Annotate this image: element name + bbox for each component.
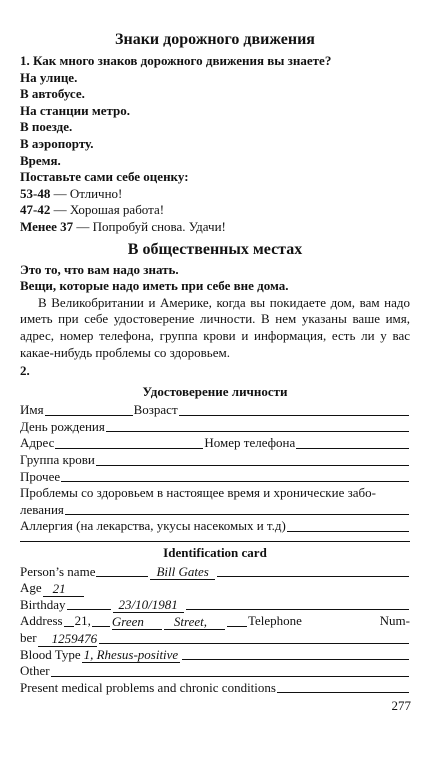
place-item: На станции метро. xyxy=(20,102,131,118)
section-subtitle: Это то, что вам надо знать. xyxy=(20,261,179,277)
blood-value[interactable]: 1, Rhesus-positive xyxy=(83,647,179,663)
form-row-name xyxy=(20,402,410,419)
page-title: Знаки дорожного движения xyxy=(115,31,315,48)
other-field[interactable] xyxy=(61,469,409,482)
phone-value[interactable]: 1259476 xyxy=(38,631,98,647)
field-label: Номер телефона xyxy=(204,435,296,451)
field-label: Blood Type xyxy=(20,646,81,662)
field-label: Группа крови xyxy=(20,452,95,468)
field-label: Age xyxy=(20,580,42,596)
form-row-blood xyxy=(20,452,410,469)
page-number: 277 xyxy=(391,698,411,713)
score-range: 53-48 xyxy=(20,185,51,201)
score-line xyxy=(20,219,410,236)
score-line xyxy=(20,202,410,219)
form-row-other-en xyxy=(20,663,410,680)
blank xyxy=(67,597,111,610)
name-field[interactable] xyxy=(45,403,133,416)
score-range: Менее 37 xyxy=(20,218,74,234)
form-row-other xyxy=(20,469,410,486)
field-label: Address xyxy=(20,613,63,629)
quiz-question: 1. Как много знаков дорожного движения вы знаете? xyxy=(20,53,332,68)
form-row-problems: Проблемы со здоровьем в настоящее время и хронические забо- xyxy=(20,485,376,501)
section-title: В общественных местах xyxy=(127,240,303,258)
phone-field[interactable] xyxy=(296,436,409,449)
score-text: — Хорошая работа! xyxy=(50,202,165,218)
score-text: — Попробуй снова. Удачи! xyxy=(73,218,226,234)
name-value[interactable]: Bill Gates xyxy=(150,564,214,580)
address-value[interactable]: Green xyxy=(112,614,162,630)
address-number: 21, xyxy=(74,613,91,629)
birthday-value[interactable]: 23/10/1981 xyxy=(113,597,184,613)
id-card-en-title: Identification card xyxy=(163,545,267,561)
address-value[interactable]: Street, xyxy=(164,614,225,630)
place-item: Время. xyxy=(20,152,61,168)
problems-field[interactable] xyxy=(277,680,409,693)
blood-field[interactable] xyxy=(96,453,409,466)
form-row-address xyxy=(20,435,410,452)
field-label: Имя xyxy=(20,402,44,418)
field-label: Возраст xyxy=(133,402,178,418)
divider xyxy=(20,541,410,542)
blank xyxy=(96,564,148,577)
form-row-problems-en xyxy=(20,680,410,697)
problems-field[interactable] xyxy=(65,502,409,515)
field-label: Адрес xyxy=(20,435,55,451)
form-row-blood-en xyxy=(20,647,410,664)
phone-field[interactable] xyxy=(99,631,409,644)
other-field[interactable] xyxy=(51,664,409,677)
field-label: Other xyxy=(20,663,50,679)
score-range: 47-42 xyxy=(20,202,51,218)
field-label: Прочее xyxy=(20,468,61,484)
form-row-birthday-en xyxy=(20,597,410,614)
field-label: Birthday xyxy=(20,596,66,612)
place-item: В автобусе. xyxy=(20,86,85,102)
age-field[interactable] xyxy=(179,403,409,416)
place-item: В поезде. xyxy=(20,119,73,135)
form-row-problems-cont xyxy=(20,502,410,519)
field-label: ber xyxy=(20,630,37,645)
form-row-age xyxy=(20,580,410,597)
form-row-person-name xyxy=(20,564,410,581)
form-row-allergy xyxy=(20,518,410,535)
form-row-address-en xyxy=(20,613,410,630)
field-label: День рождения xyxy=(20,418,105,434)
address-field[interactable] xyxy=(55,436,203,449)
field-label: левания xyxy=(20,501,64,517)
score-line xyxy=(20,186,410,203)
field-label: Telephone xyxy=(247,613,302,629)
blank xyxy=(227,614,247,627)
exercise-number: 2. xyxy=(20,363,30,379)
section-paragraph: В Великобритании и Америке, когда вы покидаете дом, вам надо иметь при себе удостоверение личности. В нем указаны ваше имя, адрес, номер телефона, группа крови и информация, есть ли у вас какае-нибудь проблемы со здоровьем. xyxy=(20,294,410,360)
allergy-field[interactable] xyxy=(287,519,409,532)
field-label: Num- xyxy=(379,613,410,629)
score-text: — Отлично! xyxy=(50,185,123,201)
assess-heading: Поставьте сами себе оценку: xyxy=(20,169,189,185)
birthday-field[interactable] xyxy=(106,419,409,432)
field-label: Аллергия (на лекарства, укусы насекомых и т.д) xyxy=(20,518,286,534)
id-card-ru-title: Удостоверение личности xyxy=(142,383,288,399)
blank xyxy=(92,614,110,627)
field-label: Person’s name xyxy=(20,563,96,579)
section-subtitle: Вещи, которые надо иметь при себе вне дома. xyxy=(20,278,289,294)
place-item: В аэропорту. xyxy=(20,135,94,151)
form-row-birthday xyxy=(20,419,410,436)
name-field[interactable] xyxy=(217,564,409,577)
age-value[interactable]: 21 xyxy=(43,581,84,597)
blank xyxy=(64,614,74,627)
place-item: На улице. xyxy=(20,69,78,85)
birthday-field[interactable] xyxy=(186,597,409,610)
field-label: Present medical problems and chronic conditions xyxy=(20,679,276,695)
blood-field[interactable] xyxy=(182,647,409,660)
form-row-number xyxy=(20,630,410,647)
page-content xyxy=(20,30,410,696)
